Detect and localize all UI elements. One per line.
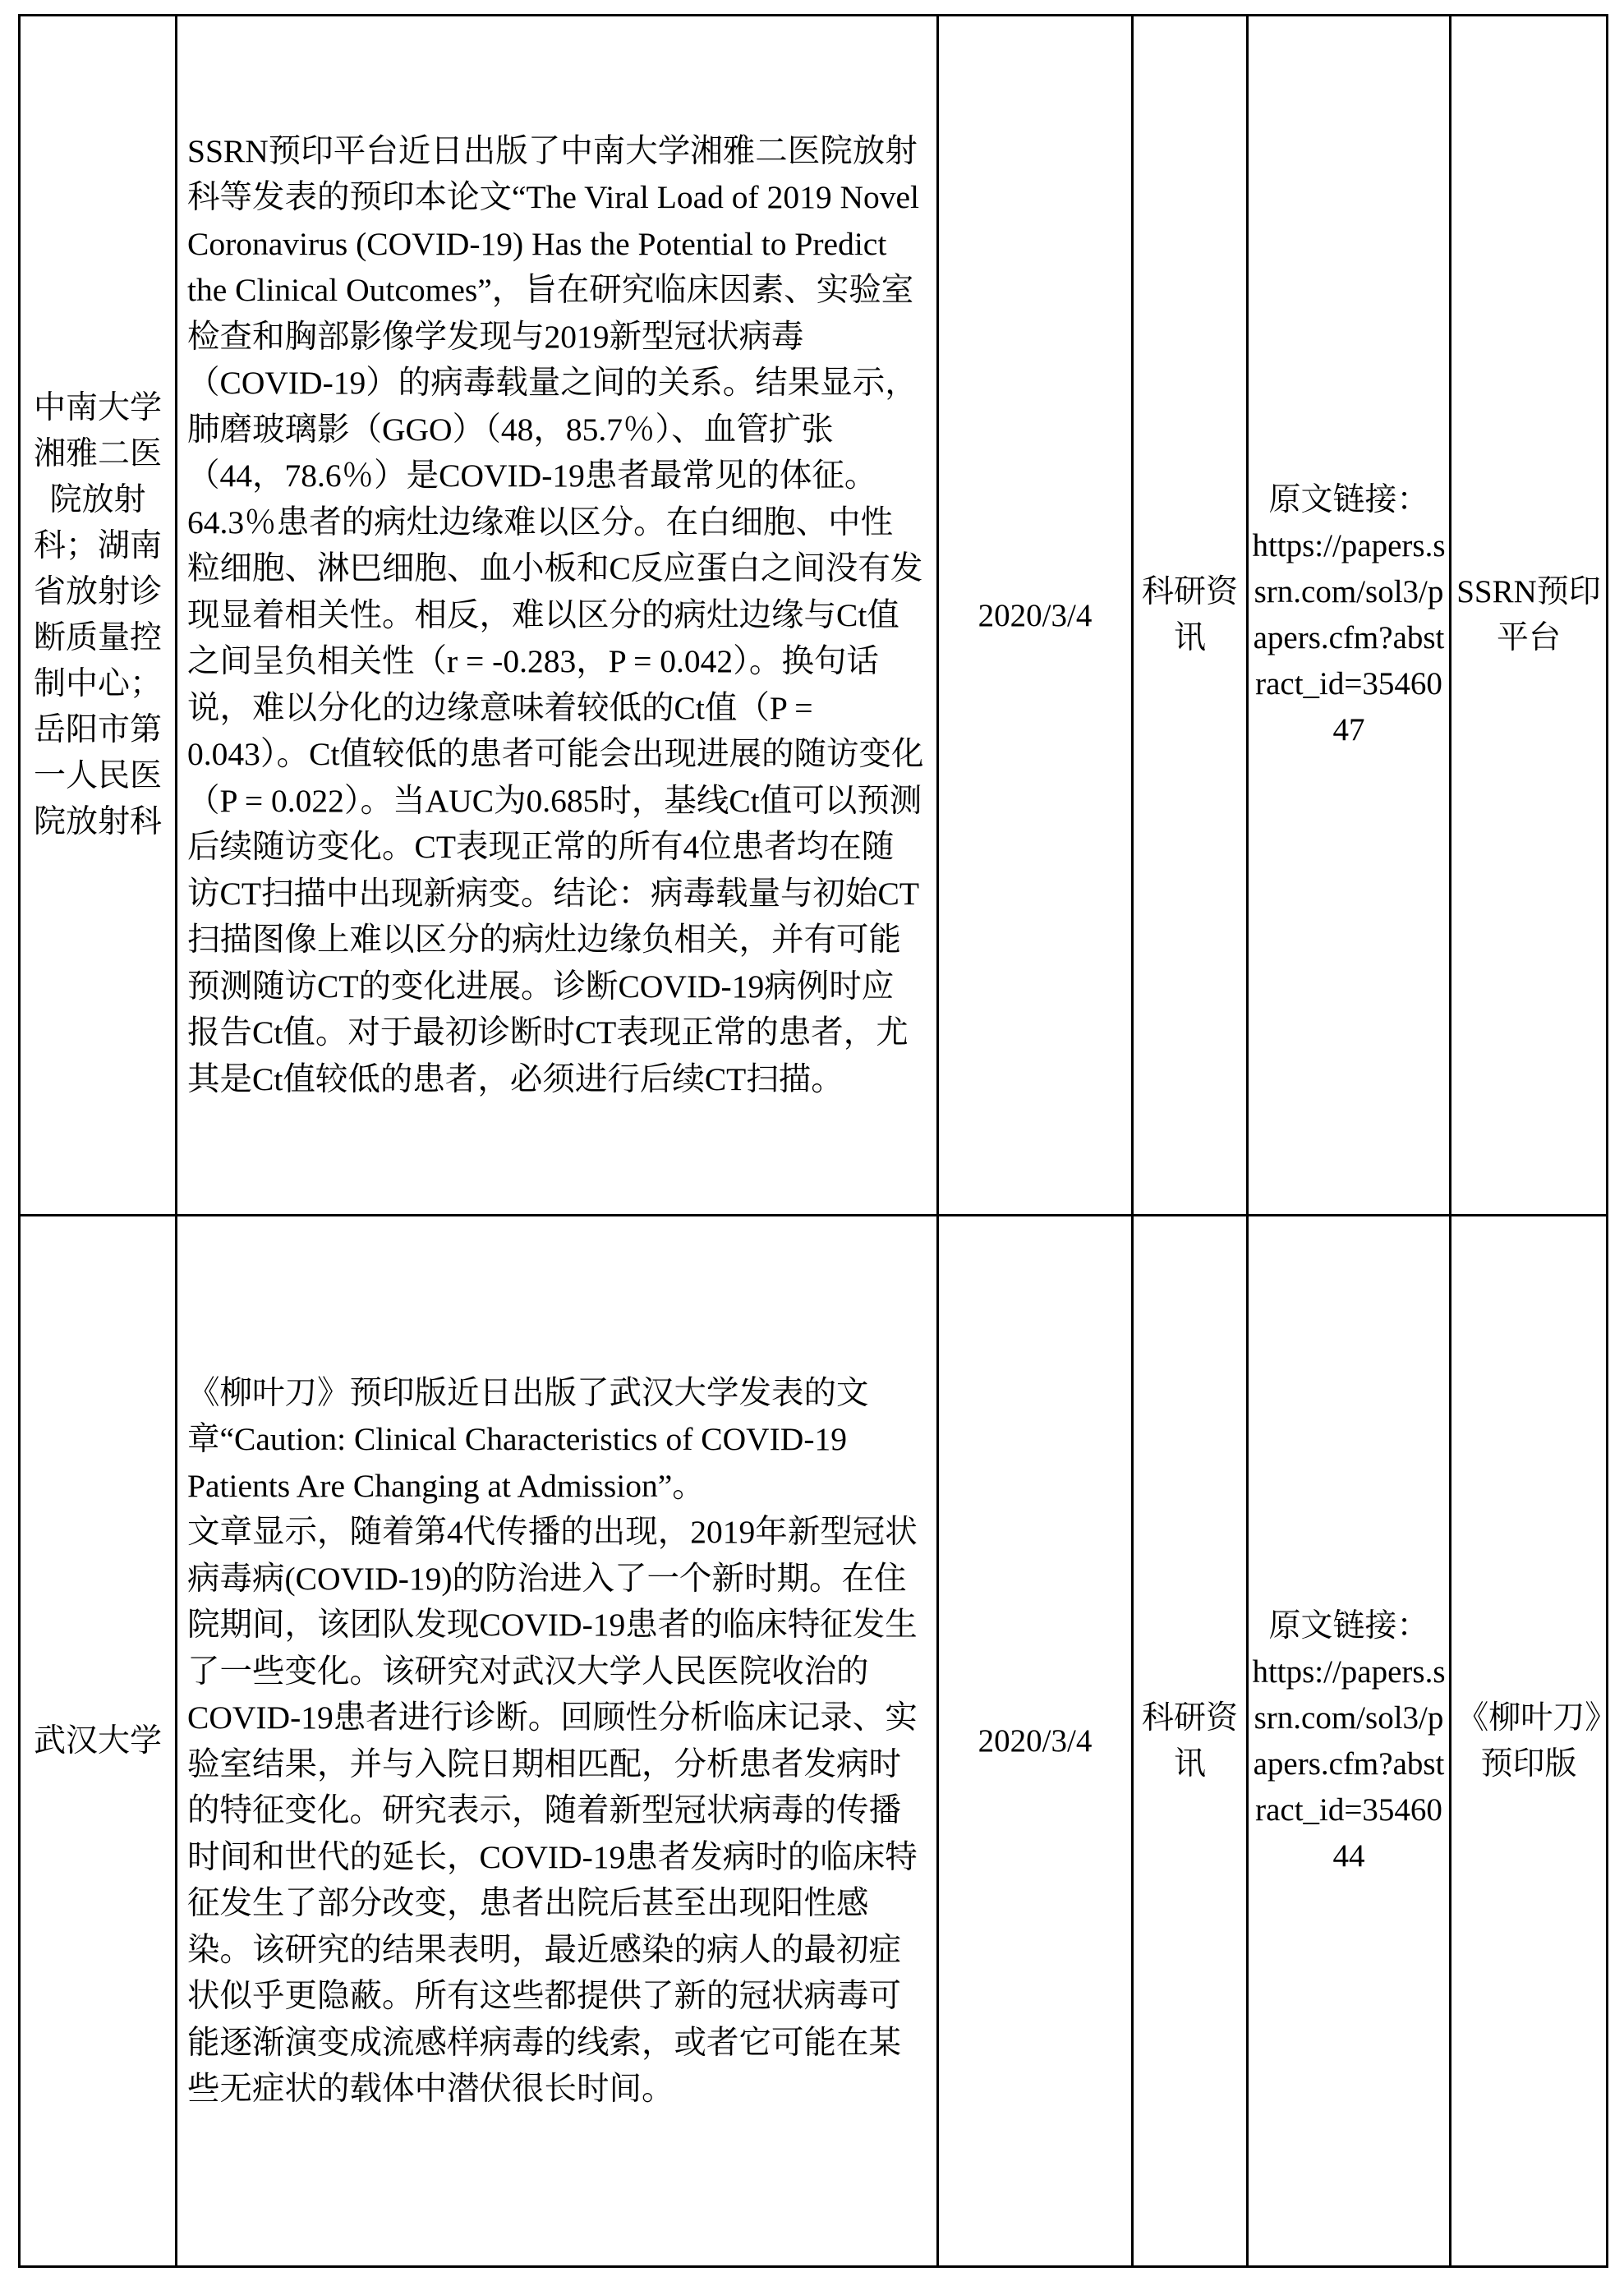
- summary-cell: [177, 16, 938, 1216]
- link-cell: [1248, 16, 1451, 1216]
- link-label: 原文链接：: [1268, 1607, 1429, 1644]
- table-row: [20, 1216, 1608, 2267]
- news-table: [18, 14, 1608, 2268]
- table-row: [20, 16, 1608, 1216]
- original-link[interactable]: https://papers.ssrn.com/sol3/papers.cfm?abstract_id=3546044: [1252, 1653, 1446, 1874]
- institution-text: 中南大学湘雅二医院放射科；湖南省放射诊断质量控制中心；岳阳市第一人民医院放射科: [33, 390, 162, 839]
- original-link[interactable]: https://papers.ssrn.com/sol3/papers.cfm?abstract_id=3546047: [1252, 528, 1446, 747]
- link-label: 原文链接：: [1268, 482, 1429, 517]
- category-cell: [1133, 16, 1248, 1216]
- category-cell: [1133, 1216, 1248, 2267]
- institution-text: 武汉大学: [33, 1722, 162, 1759]
- category-text: 科研资讯: [1142, 1699, 1239, 1782]
- summary-paragraph: 《柳叶刀》预印版近日出版了武汉大学发表的文章“Caution: Clinical Characteristics of COVID-19 Patients Are Changing at Admission”。: [187, 1374, 869, 1504]
- summary-cell: [177, 1216, 938, 2267]
- summary-paragraph: 文章显示，随着第4代传播的出现，2019年新型冠状病毒病(COVID-19)的防治进入了一个新时期。在住院期间，该团队发现COVID-19患者的临床特征发生了一些变化。该研究对武汉大学人民医院收治的COVID-19患者进行诊断。回顾性分析临床记录、实验室结果，并与入院日期相匹配，分析患者发病时的特征变化。研究表示，随着新型冠状病毒的传播时间和世代的延长，COVID-19患者发病时的临床特征发生了部分改变，患者出院后甚至出现阳性感染。该研究的结果表明，最近感染的病人的最初症状似乎更隐蔽。所有这些都提供了新的冠状病毒可能逐渐演变成流感样病毒的线索，或者它可能在某些无症状的载体中潜伏很长时间。: [187, 1514, 918, 2107]
- date-cell: [938, 16, 1133, 1216]
- source-cell: [1451, 16, 1608, 1216]
- institution-cell: [20, 16, 177, 1216]
- category-text: 科研资讯: [1142, 574, 1239, 655]
- institution-cell: [20, 1216, 177, 2267]
- source-text: 《柳叶刀》预印版: [1456, 1699, 1601, 1782]
- date-text: 2020/3/4: [978, 1723, 1093, 1759]
- source-cell: [1451, 1216, 1608, 2267]
- link-cell: [1248, 1216, 1451, 2267]
- source-text: SSRN预印平台: [1456, 574, 1601, 655]
- summary-paragraph: SSRN预印平台近日出版了中南大学湘雅二医院放射科等发表的预印本论文“The Viral Load of 2019 Novel Coronavirus (COVID-19) Has the Potential to Predict the Clinical Outcomes”，旨在研究临床因素、实验室检查和胸部影像学发现与2019新型冠状病毒（COVID-19）的病毒载量之间的关系。结果显示，肺磨玻璃影（GGO）（48，85.7％）、血管扩张（44，78.6％）是COVID-19患者最常见的体征。64.3％患者的病灶边缘难以区分。在白细胞、中性粒细胞、淋巴细胞、血小板和C反应蛋白之间没有发现显着相关性。相反，难以区分的病灶边缘与Ct值之间呈负相关性（r = -0.283，P = 0.042）。换句话说，难以分化的边缘意味着较低的Ct值（P = 0.043）。Ct值较低的患者可能会出现进展的随访变化（P = 0.022）。当AUC为0.685时，基线Ct值可以预测后续随访变化。CT表现正常的所有4位患者均在随访CT扫描中出现新病变。结论：病毒载量与初始CT扫描图像上难以区分的病灶边缘负相关，并有可能预测随访CT的变化进展。诊断COVID-19病例时应报告Ct值。对于最初诊断时CT表现正常的患者，尤其是Ct值较低的患者，必须进行后续CT扫描。: [187, 132, 924, 1097]
- date-cell: [938, 1216, 1133, 2267]
- date-text: 2020/3/4: [978, 597, 1093, 633]
